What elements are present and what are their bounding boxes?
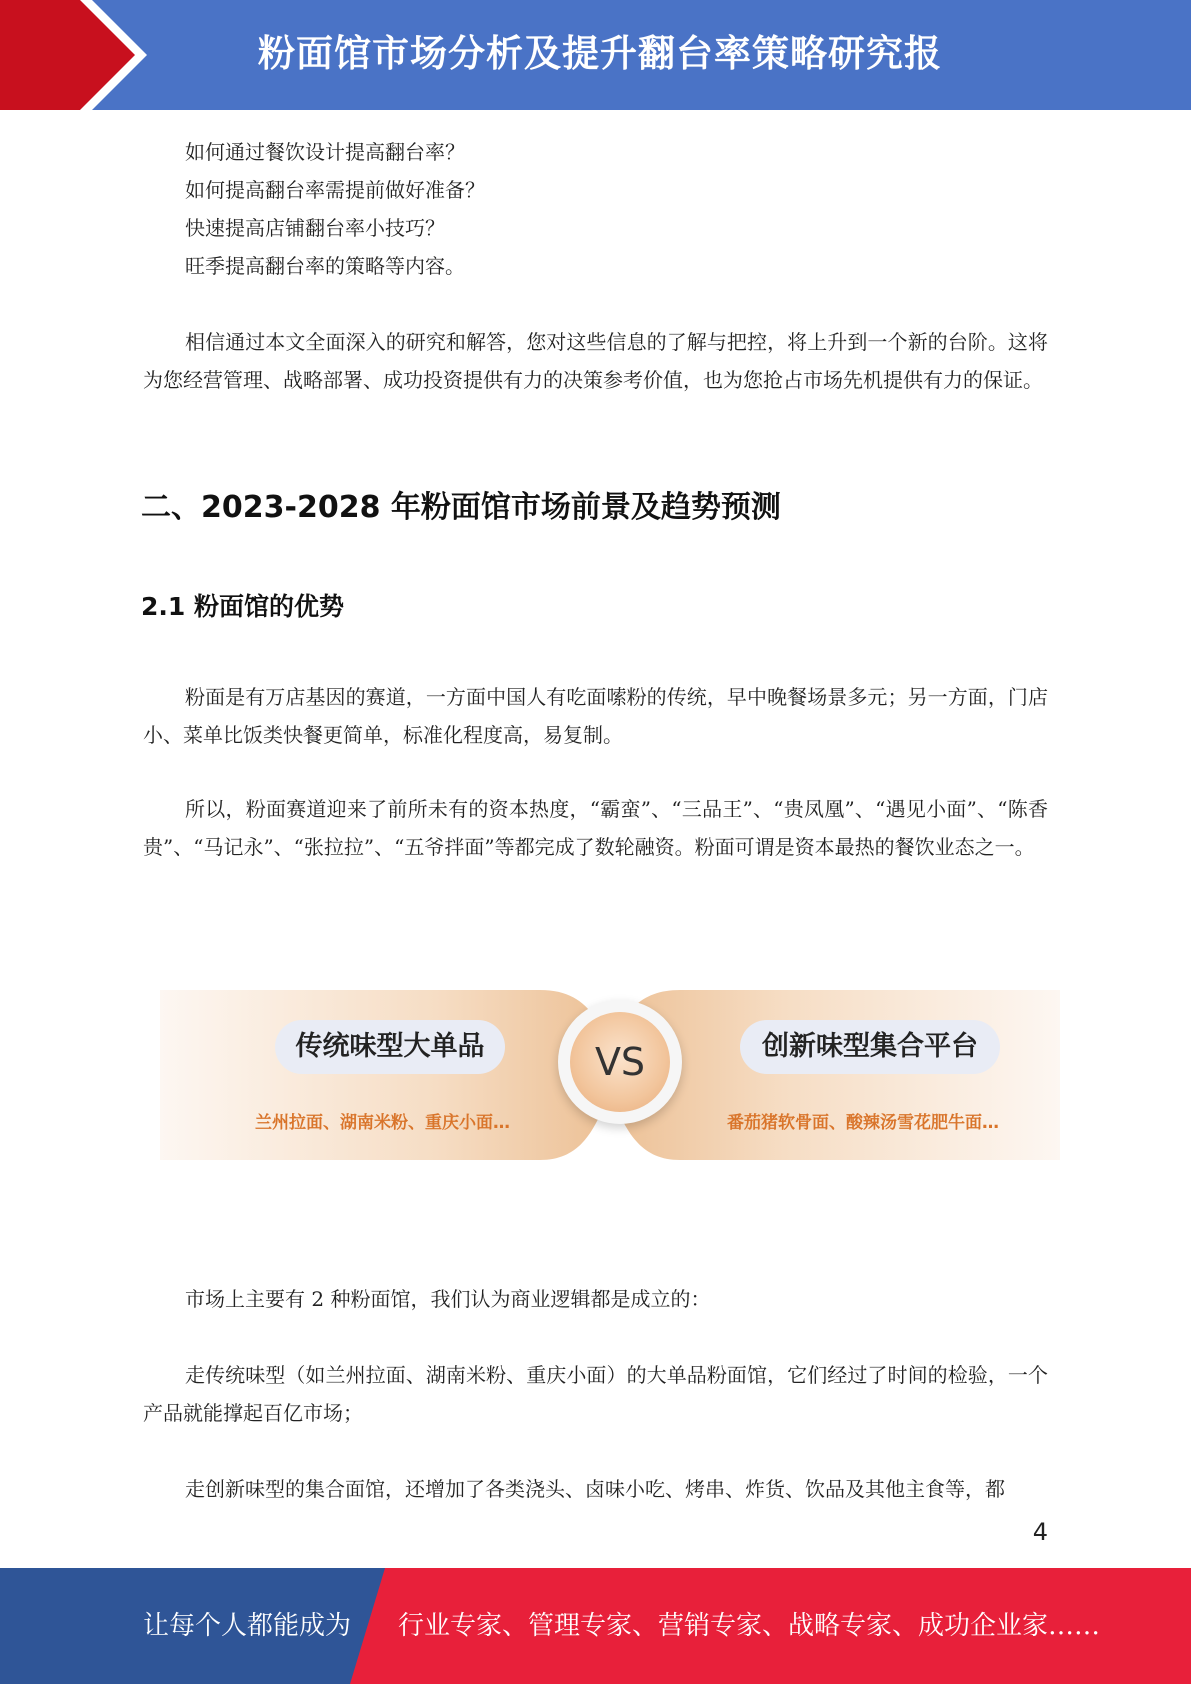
question-item: 如何通过餐饮设计提高翻台率？ [185, 140, 465, 164]
body-paragraph: 所以，粉面赛道迎来了前所未有的资本热度，“霸蛮”、“三品王”、“贵凤凰”、“遇见小面”、“陈香贵”、“马记永”、“张拉拉”、“五爷拌面”等都完成了数轮融资。粉面可谓是资本最热的餐饮业态之一。 [143, 797, 1048, 859]
paragraph-block-5 [143, 1470, 1048, 1508]
paragraph-block-4 [143, 1356, 1048, 1432]
footer-slogan-left: 让每个人都能成为 [143, 1611, 352, 1641]
question-item: 如何提高翻台率需提前做好准备？ [185, 178, 485, 202]
intro-block [143, 323, 1048, 399]
paragraph-block-1 [143, 678, 1048, 754]
section-title: 二、2023-2028 年粉面馆市场前景及趋势预测 [141, 490, 781, 525]
body-paragraph: 走创新味型的集合面馆，还增加了各类浇头、卤味小吃、烤串、炸货、饮品及其他主食等，都 [185, 1477, 1005, 1501]
paragraph-block-2 [143, 790, 1048, 866]
body-paragraph: 粉面是有万店基因的赛道，一方面中国人有吃面嗦粉的传统，早中晚餐场景多元；另一方面，门店小、菜单比饭类快餐更简单，标准化程度高，易复制。 [143, 685, 1048, 747]
question-item: 快速提高店铺翻台率小技巧？ [185, 216, 445, 240]
left-category-title: 传统味型大单品 [275, 1020, 505, 1074]
left-category-examples: 兰州拉面、湖南米粉、重庆小面… [255, 1113, 510, 1133]
vs-label: VS [570, 1012, 670, 1112]
body-paragraph: 市场上主要有 2 种粉面馆，我们认为商业逻辑都是成立的： [185, 1287, 711, 1311]
right-category-title: 创新味型集合平台 [740, 1020, 1000, 1074]
header-red-arrow-shape [0, 0, 150, 110]
paragraph-block-3 [143, 1280, 1048, 1318]
intro-paragraph: 相信通过本文全面深入的研究和解答，您对这些信息的了解与把控，将上升到一个新的台阶。这将为您经营管理、战略部署、成功投资提供有力的决策参考价值，也为您抢占市场先机提供有力的保证。 [143, 330, 1048, 392]
body-paragraph: 走传统味型（如兰州拉面、湖南米粉、重庆小面）的大单品粉面馆，它们经过了时间的检验，一个产品就能撑起百亿市场； [143, 1363, 1048, 1425]
page-footer [0, 1568, 1191, 1684]
question-item: 旺季提高翻台率的策略等内容。 [185, 254, 465, 278]
page-number: 4 [1032, 1518, 1048, 1546]
header-title: 粉面馆市场分析及提升翻台率策略研究报告 [258, 32, 942, 183]
vs-badge [558, 1000, 682, 1124]
subsection-title: 2.1 粉面馆的优势 [141, 592, 344, 621]
footer-slogan-right: 行业专家、管理专家、营销专家、战略专家、成功企业家…… [398, 1611, 1101, 1641]
comparison-figure [160, 985, 1060, 1175]
right-category-examples: 番茄猪软骨面、酸辣汤雪花肥牛面… [727, 1113, 999, 1133]
